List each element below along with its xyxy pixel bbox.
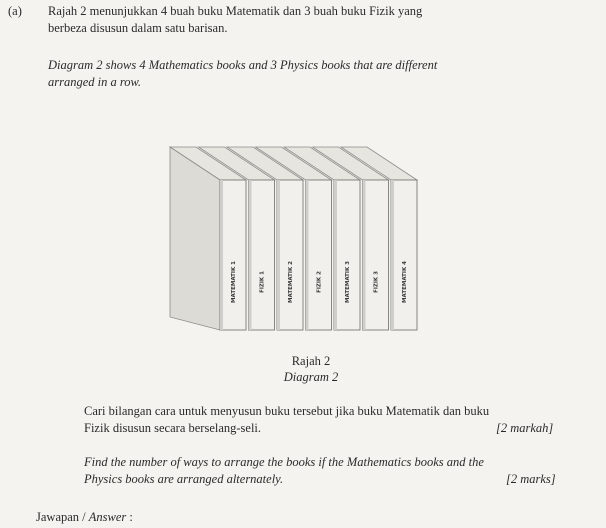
question-label: (a)	[8, 4, 22, 18]
book-spine-label: FIZIK 1	[259, 271, 266, 293]
question-english-line-2: arranged in a row.	[48, 75, 142, 89]
question-malay-line-2: berbeza disusun dalam satu barisan.	[48, 21, 228, 35]
book-spine-edge	[306, 180, 309, 330]
task-malay-marks: [2 markah]	[496, 421, 554, 435]
book-spine-edge	[277, 180, 280, 330]
question-malay-line-1: Rajah 2 menunjukkan 4 buah buku Matematik dan 3 buah buku Fizik yang	[48, 4, 423, 18]
book-spine	[363, 180, 389, 330]
book-spine-edge	[391, 180, 394, 330]
book-spine	[391, 180, 417, 330]
book-spine-label: FIZIK 3	[373, 271, 380, 293]
book-spine	[249, 180, 275, 330]
book-spine	[277, 180, 303, 330]
book-spine-label: MATEMATIK 2	[288, 261, 294, 303]
task-english-marks: [2 marks]	[506, 472, 556, 486]
question-english-line-1: Diagram 2 shows 4 Mathematics books and 3 Physics books that are different	[48, 58, 438, 72]
book-spine-label: MATEMATIK 4	[402, 261, 408, 303]
books-diagram	[120, 108, 480, 333]
book-spine-label: FIZIK 2	[316, 271, 323, 293]
task-malay-line-2: Fizik disusun secara berselang-seli.	[84, 421, 262, 435]
answer-label-malay: Jawapan	[36, 510, 80, 524]
book-spine	[306, 180, 332, 330]
answer-suffix: :	[126, 510, 133, 524]
book-spine-label: MATEMATIK 3	[345, 261, 351, 303]
diagram-caption-malay: Rajah 2	[291, 354, 331, 368]
book-1	[170, 147, 246, 330]
diagram-caption-english: Diagram 2	[283, 370, 339, 384]
book-spine-edge	[249, 180, 252, 330]
answer-label	[36, 510, 133, 525]
task-malay-line-1: Cari bilangan cara untuk menyusun buku tersebut jika buku Matematik dan buku	[84, 404, 490, 418]
book-spine-edge	[363, 180, 366, 330]
answer-label-english: Answer	[88, 510, 127, 524]
answer-separator: /	[79, 510, 89, 524]
book-spine	[334, 180, 360, 330]
book-spine-edge	[220, 180, 223, 330]
task-english-line-2: Physics books are arranged alternately.	[84, 472, 284, 486]
task-english-line-1: Find the number of ways to arrange the books if the Mathematics books and the	[84, 455, 484, 469]
book-spine	[220, 180, 246, 330]
book-spine-edge	[334, 180, 337, 330]
book-spine-label: MATEMATIK 1	[231, 261, 237, 303]
